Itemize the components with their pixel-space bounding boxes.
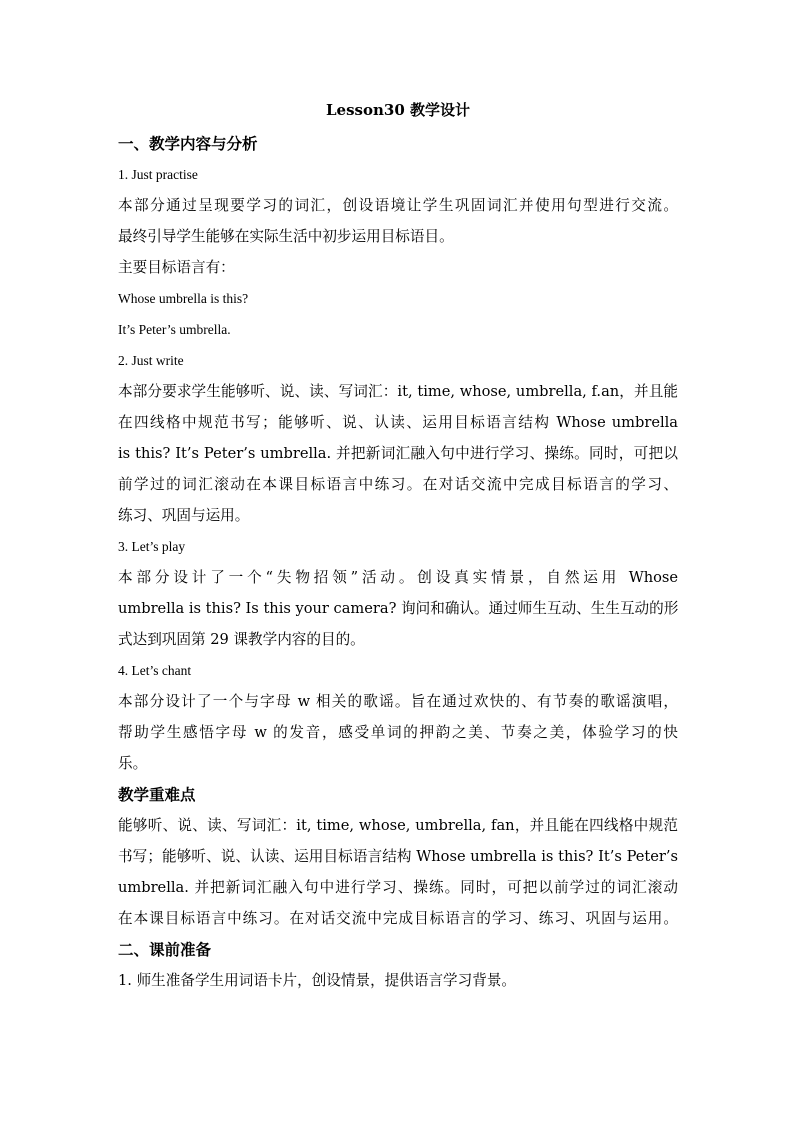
paragraph-line: 能够听、说、读、写词汇：it, time, whose, umbrella, fan，并且能在四线格中规范 (118, 817, 678, 834)
paragraph-lets-chant (118, 686, 678, 779)
paragraph-key-points (118, 810, 678, 934)
paragraph-line: 在四线格中规范书写；能够听、说、认读、运用目标语言结构 Whose umbrella (118, 414, 678, 431)
example-sentence-answer: It’s Peter’s umbrella. (118, 322, 231, 337)
section-heading-preparation: 二、课前准备 (118, 940, 212, 959)
paragraph-line: 最终引导学生能够在实际生活中初步运用目标语目。 (118, 228, 454, 245)
paragraph-just-practise (118, 190, 678, 252)
paragraph-just-write (118, 376, 678, 531)
paragraph-line: 本部分设计了一个“失物招领”活动。创设真实情景，自然运用 Whose (118, 569, 678, 586)
section-heading-content-analysis: 一、教学内容与分析 (118, 134, 258, 153)
part-heading-just-practise: 1. Just practise (118, 167, 198, 182)
paragraph-line: 练习、巩固与运用。 (118, 507, 250, 524)
paragraph-line: 前学过的词汇滚动在本课目标语言中练习。在对话交流中完成目标语言的学习、 (118, 476, 678, 493)
example-sentence-question: Whose umbrella is this? (118, 291, 249, 306)
document-page (118, 96, 678, 996)
paragraph-line: 书写；能够听、说、认读、运用目标语言结构 Whose umbrella is this? It’s Peter’s (118, 848, 678, 865)
part-heading-lets-chant: 4. Let’s chant (118, 663, 192, 678)
paragraph-line: 帮助学生感悟字母 w 的发音，感受单词的押韵之美、节奏之美，体验学习的快 (118, 724, 678, 741)
part-heading-just-write: 2. Just write (118, 353, 184, 368)
preparation-item-1: 1. 师生准备学生用词语卡片，创设情景，提供语言学习背景。 (118, 972, 517, 989)
paragraph-lets-play (118, 562, 678, 655)
document-title: Lesson30 教学设计 (326, 101, 470, 119)
paragraph-line: 本部分设计了一个与字母 w 相关的歌谣。旨在通过欢快的、有节奏的歌谣演唱， (118, 693, 678, 710)
paragraph-line: 本部分要求学生能够听、说、读、写词汇：it, time, whose, umbrella, f.an，并且能 (118, 383, 678, 400)
target-language-intro: 主要目标语言有： (118, 259, 235, 276)
part-heading-lets-play: 3. Let’s play (118, 539, 186, 554)
paragraph-line: 在本课目标语言中练习。在对话交流中完成目标语言的学习、练习、巩固与运用。 (118, 910, 678, 927)
paragraph-line: 本部分通过呈现要学习的词汇，创设语境让学生巩固词汇并使用句型进行交流。 (118, 197, 678, 214)
paragraph-line: 式达到巩固第 29 课教学内容的目的。 (118, 631, 365, 648)
paragraph-line: 乐。 (118, 755, 148, 772)
paragraph-line: is this? It’s Peter’s umbrella. 并把新词汇融入句中进行学习、操练。同时，可把以 (118, 445, 678, 462)
section-heading-key-points: 教学重难点 (118, 785, 196, 804)
paragraph-line: umbrella. 并把新词汇融入句中进行学习、操练。同时，可把以前学过的词汇滚动 (118, 879, 678, 896)
paragraph-line: umbrella is this? Is this your camera? 询问和确认。通过师生互动、生生互动的形 (118, 600, 678, 617)
